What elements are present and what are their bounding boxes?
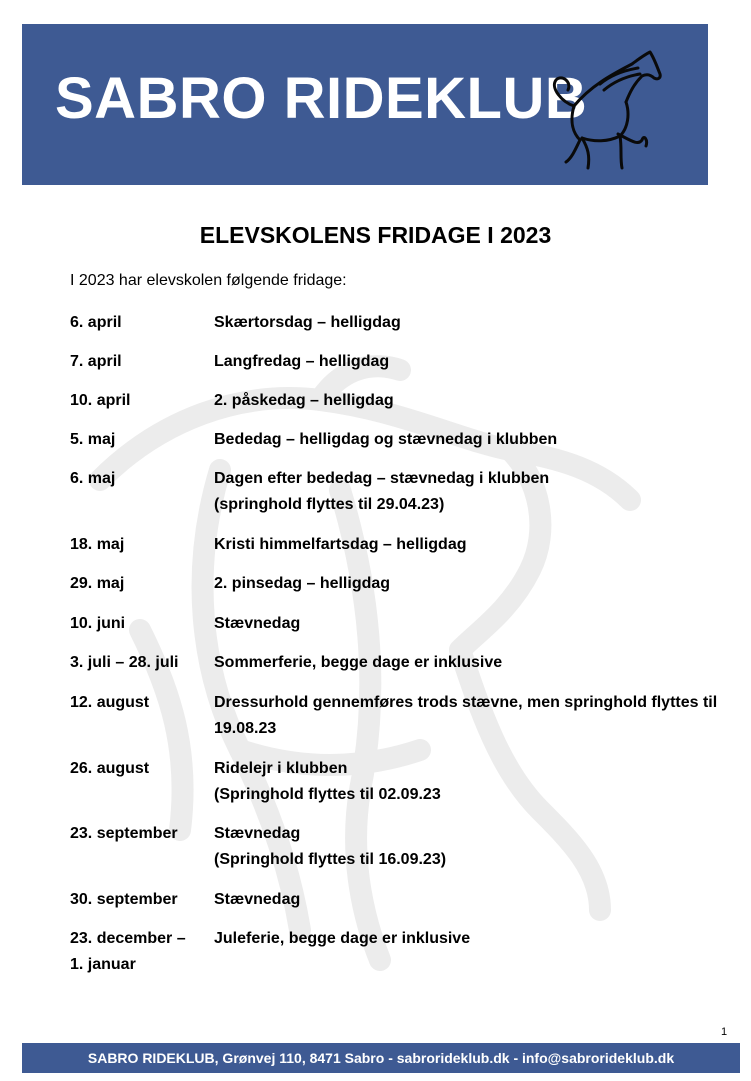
holiday-description <box>214 532 734 558</box>
holiday-description-line: Stævnedag <box>214 615 301 632</box>
holiday-description <box>214 571 734 597</box>
holiday-date-line: 18. maj <box>70 536 125 553</box>
holiday-description-line: (Springhold flyttes til 02.09.23 <box>214 786 441 803</box>
holiday-date-line: 6. april <box>70 314 122 331</box>
holiday-date <box>70 611 210 637</box>
holiday-description <box>214 650 734 676</box>
holiday-description-line: Kristi himmelfartsdag – helligdag <box>214 536 467 553</box>
footer-text: SABRO RIDEKLUB, Grønvej 110, 8471 Sabro - sabrorideklub.dk - info@sabrorideklub.dk <box>87 1050 675 1066</box>
holiday-date-line: 23. december – <box>70 930 186 947</box>
horse-icon <box>522 44 672 174</box>
holiday-date <box>70 821 210 847</box>
holiday-date-line: 26. august <box>70 760 150 777</box>
holiday-description-line: Skærtorsdag – helligdag <box>214 314 401 331</box>
holiday-description-line: Stævnedag <box>214 891 301 908</box>
holiday-date <box>70 690 210 716</box>
holiday-description-line: Dagen efter bededag – stævnedag i klubben <box>214 470 550 487</box>
holiday-description-line: (springhold flyttes til 29.04.23) <box>214 496 445 513</box>
footer-bar <box>22 1043 740 1073</box>
holiday-description <box>214 690 734 742</box>
holiday-description-line: Bededag – helligdag og stævnedag i klubben <box>214 431 558 448</box>
holiday-description <box>214 756 734 808</box>
holiday-date-line: 10. juni <box>70 615 126 632</box>
intro-text: I 2023 har elevskolen følgende fridage: <box>70 272 347 289</box>
holiday-description <box>214 887 734 913</box>
holiday-description <box>214 821 734 873</box>
header-banner <box>22 24 708 185</box>
holiday-date <box>70 427 210 453</box>
page-title: ELEVSKOLENS FRIDAGE I 2023 <box>199 222 552 248</box>
holiday-description-line: Langfredag – helligdag <box>214 353 390 370</box>
holiday-date-line: 3. juli – 28. juli <box>70 654 179 671</box>
holiday-description-line: (Springhold flyttes til 16.09.23) <box>214 851 447 868</box>
holiday-date <box>70 756 210 782</box>
holiday-date <box>70 388 210 414</box>
holiday-date-line: 10. april <box>70 392 131 409</box>
holiday-description-line: Dressurhold gennemføres trods stævne, men springhold flyttes til <box>214 694 718 711</box>
holiday-date <box>70 349 210 375</box>
holiday-description <box>214 349 734 375</box>
holiday-description-line: Stævnedag <box>214 825 301 842</box>
holiday-date <box>70 571 210 597</box>
club-name: SABRO RIDEKLUB <box>55 66 588 131</box>
holiday-description-line: 2. pinsedag – helligdag <box>214 575 391 592</box>
holiday-description <box>214 466 734 518</box>
holiday-date <box>70 887 210 913</box>
holiday-description <box>214 310 734 336</box>
page-number: 1 <box>721 1026 728 1038</box>
holiday-description-line: Ridelejr i klubben <box>214 760 348 777</box>
holiday-description <box>214 926 734 952</box>
holiday-description-line: Sommerferie, begge dage er inklusive <box>214 654 503 671</box>
holiday-date <box>70 466 210 492</box>
holiday-date <box>70 310 210 336</box>
holiday-date <box>70 532 210 558</box>
holiday-description-line: 19.08.23 <box>214 720 277 737</box>
holiday-date-line: 12. august <box>70 694 150 711</box>
holiday-date <box>70 650 210 676</box>
holiday-date-line: 6. maj <box>70 470 116 487</box>
holiday-date-line: 30. september <box>70 891 178 908</box>
holiday-description <box>214 427 734 453</box>
holiday-description <box>214 388 734 414</box>
holiday-description <box>214 611 734 637</box>
holiday-description-line: Juleferie, begge dage er inklusive <box>214 930 471 947</box>
holiday-date-line: 29. maj <box>70 575 125 592</box>
holiday-date-line: 5. maj <box>70 431 116 448</box>
holiday-date <box>70 926 210 978</box>
holiday-date-line: 7. april <box>70 353 122 370</box>
holiday-description-line: 2. påskedag – helligdag <box>214 392 394 409</box>
holiday-date-line: 1. januar <box>70 956 136 973</box>
holiday-date-line: 23. september <box>70 825 178 842</box>
